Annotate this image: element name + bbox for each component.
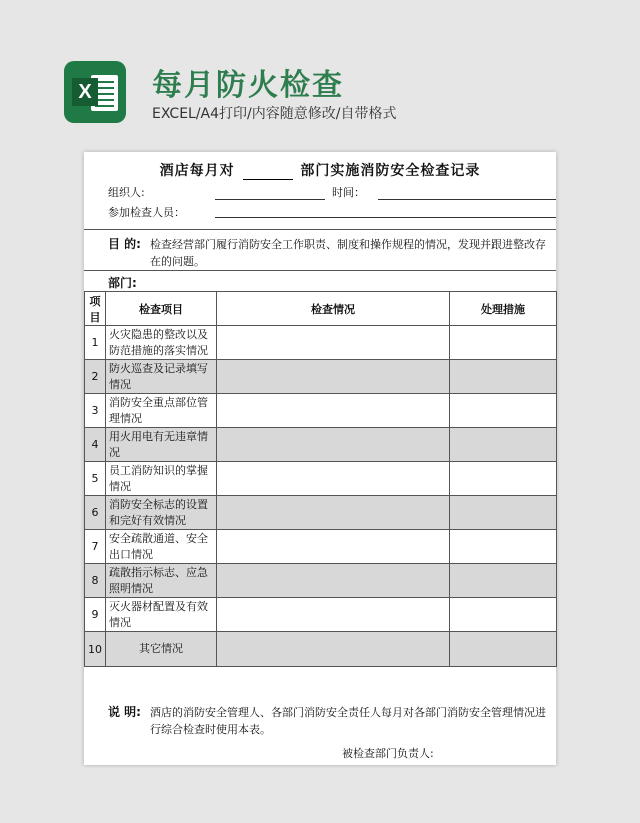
row-status-cell[interactable] (217, 360, 450, 394)
row-number: 5 (85, 462, 106, 496)
row-item: 火灾隐患的整改以及防范措施的落实情况 (106, 326, 217, 360)
table-row (85, 564, 557, 598)
row-status-cell[interactable] (217, 632, 450, 667)
row-action-cell[interactable] (450, 496, 557, 530)
table-row (85, 360, 557, 394)
row-item: 灭火器材配置及有效情况 (106, 598, 217, 632)
row-item: 疏散指示标志、应急照明情况 (106, 564, 217, 598)
col-header-item: 检查项目 (106, 292, 217, 326)
row-number: 10 (85, 632, 106, 667)
organizer-label: 组织人: (108, 186, 145, 199)
page-subtitle: EXCEL/A4打印/内容随意修改/自带格式 (152, 106, 397, 122)
row-action-cell[interactable] (450, 394, 557, 428)
row-item: 员工消防知识的掌握情况 (106, 462, 217, 496)
page-title: 每月防火检查 (152, 68, 344, 103)
table-row (85, 394, 557, 428)
row-item: 安全疏散通道、安全出口情况 (106, 530, 217, 564)
purpose-text: 检查经营部门履行消防安全工作职责、制度和操作规程的情况，发现并跟进整改存在的问题。 (150, 238, 546, 268)
time-label: 时间： (332, 186, 365, 199)
purpose-section (84, 229, 556, 271)
table-row (85, 496, 557, 530)
row-number: 8 (85, 564, 106, 598)
form-title (84, 160, 556, 180)
signature-label: 被检查部门负责人: (342, 747, 434, 760)
department-label: 部门: (108, 276, 137, 290)
row-number: 6 (85, 496, 106, 530)
row-number: 3 (85, 394, 106, 428)
table-row (85, 598, 557, 632)
row-item: 其它情况 (106, 632, 217, 667)
row-action-cell[interactable] (450, 326, 557, 360)
row-item: 防火巡查及记录填写情况 (106, 360, 217, 394)
row-status-cell[interactable] (217, 326, 450, 360)
purpose-label: 目 的: (108, 237, 141, 251)
row-action-cell[interactable] (450, 632, 557, 667)
table-row (85, 428, 557, 462)
note-text: 酒店的消防安全管理人、各部门消防安全责任人每月对各部门消防安全管理情况进行综合检查时使用本表。 (150, 706, 546, 736)
row-action-cell[interactable] (450, 564, 557, 598)
row-action-cell[interactable] (450, 360, 557, 394)
excel-logo-icon (64, 61, 126, 123)
row-number: 9 (85, 598, 106, 632)
row-number: 4 (85, 428, 106, 462)
row-status-cell[interactable] (217, 496, 450, 530)
row-number: 2 (85, 360, 106, 394)
table-row (85, 530, 557, 564)
row-status-cell[interactable] (217, 564, 450, 598)
excel-x-letter: X (72, 78, 98, 106)
inspection-form (84, 152, 556, 765)
row-item: 消防安全标志的设置和完好有效情况 (106, 496, 217, 530)
department-blank[interactable] (243, 165, 293, 180)
inspection-table (84, 291, 557, 667)
row-action-cell[interactable] (450, 462, 557, 496)
row-status-cell[interactable] (217, 394, 450, 428)
row-status-cell[interactable] (217, 428, 450, 462)
note-label: 说 明: (108, 705, 141, 719)
row-number: 1 (85, 326, 106, 360)
form-title-right: 部门实施消防安全检查记录 (300, 163, 481, 179)
row-status-cell[interactable] (217, 530, 450, 564)
row-action-cell[interactable] (450, 530, 557, 564)
table-row (85, 632, 557, 667)
row-number: 7 (85, 530, 106, 564)
time-field[interactable] (378, 199, 556, 200)
row-action-cell[interactable] (450, 598, 557, 632)
form-title-left: 酒店每月对 (159, 163, 235, 179)
col-header-action: 处理措施 (450, 292, 557, 326)
row-status-cell[interactable] (217, 598, 450, 632)
row-action-cell[interactable] (450, 428, 557, 462)
row-status-cell[interactable] (217, 462, 450, 496)
col-header-status: 检查情况 (217, 292, 450, 326)
table-row (85, 462, 557, 496)
participants-field[interactable] (215, 217, 556, 218)
row-item: 用火用电有无违章情况 (106, 428, 217, 462)
row-item: 消防安全重点部位管理情况 (106, 394, 217, 428)
organizer-field[interactable] (215, 199, 325, 200)
col-header-no: 项目 (85, 292, 106, 326)
table-row (85, 326, 557, 360)
table-header-row (85, 292, 557, 326)
participants-label: 参加检查人员： (108, 206, 185, 219)
